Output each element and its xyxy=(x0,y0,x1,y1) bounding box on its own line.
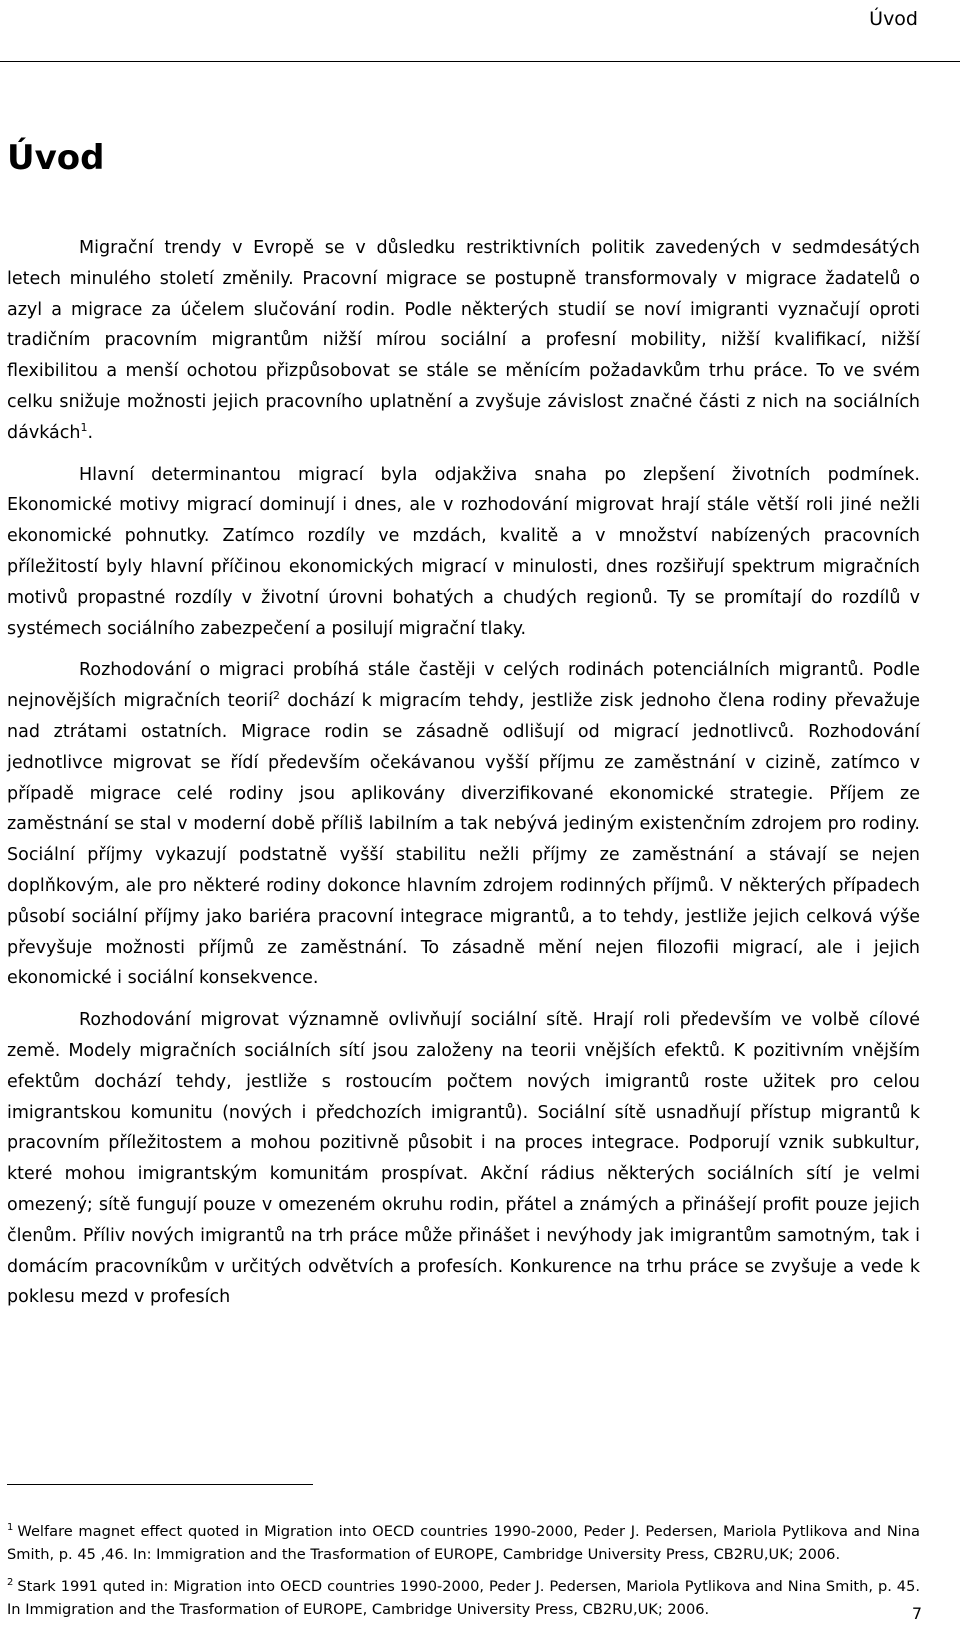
footnotes xyxy=(7,1520,920,1630)
paragraph-3-text: Rozhodování o migraci probíhá stále častěji v celých rodinách potenciálních migrantů. Podle nejnovějších migračních teorií xyxy=(7,660,920,712)
header-rule xyxy=(0,61,960,62)
footnote-ref-1[interactable]: 1 xyxy=(80,420,88,434)
paragraph-4-text: Rozhodování migrovat významně ovlivňují sociální sítě. Hrají roli především ve volbě cílové země. Modely migračních sociálních sítí jsou založeny na teorii vnějších efektů. K pozitivním vnějším efektům dochází tehdy, jestliže s rostoucím počtem nových imigrantů roste užitek pro celou imigrantskou komunitu (nových i předchozích imigrantů). Sociální sítě usnadňují přístup migrantů k pracovním příležitostem a mohou pozitivně působit i na proces integrace. Podporují vznik subkultur, které mohou imigrantským komunitám prospívat. Akční rádius některých sociálních sítí je velmi omezený; sítě fungují pouze v omezeném okruhu rodin, přátel a známých a přinášejí profit pouze jejich členům. Příliv nových imigrantů na trh práce může přinášet i nevýhody jak imigrantům samotným, tak i domácím pracovníkům v určitých odvětvích a profesích. Konkurence na trhu práce se zvyšuje a vede k poklesu mezd v profesích xyxy=(7,1010,920,1308)
paragraph-2 xyxy=(7,460,920,645)
footnote-2-number: 2 xyxy=(7,1577,14,1589)
footnote-2-text: Stark 1991 quted in: Migration into OECD countries 1990-2000, Peder J. Pedersen, Mariola Pytlikova and Nina Smith, p. 45. In Immigration and the Trasformation of EUROPE, Cambridge University Press, CB2RU,UK; 2006. xyxy=(7,1578,920,1618)
footnote-rule xyxy=(7,1484,313,1485)
running-header: Úvod xyxy=(869,8,918,30)
paragraph-3 xyxy=(7,655,920,994)
footnote-2 xyxy=(7,1575,920,1621)
footnote-1-text: Welfare magnet effect quoted in Migration into OECD countries 1990-2000, Peder J. Pedersen, Mariola Pytlikova and Nina Smith, p. 45 ,46. In: Immigration and the Trasformation of EUROPE, Cambridge University Press, CB2RU,UK; 2006. xyxy=(7,1523,920,1563)
paragraph-2-text: Hlavní determinantou migrací byla odjakživa snaha po zlepšení životních podmínek. Ekonomické motivy migrací dominují i dnes, ale v rozhodování migrovat hrají stále větší roli jiné nežli ekonomické pohnutky. Zatímco rozdíly ve mzdách, kvalitě a v množství nabízených pracovních příležitostí byly hlavní příčinou ekonomických migrací v minulosti, dnes rozšiřují spektrum migračních motivů propastné rozdíly v životní úrovni bohatých a chudých regionů. Ty se promítají do rozdílů v systémech sociálního zabezpečení a posilují migrační tlaky. xyxy=(7,464,920,639)
paragraph-3-text-end: dochází k migracím tehdy, jestliže zisk jednoho člena rodiny převažuje nad ztrátami ostatních. Migrace rodin se zásadně odlišují od migrací jednotlivců. Rozhodování jednotlivce migrovat se řídí především očekávanou vyšší příjmu ze zaměstnání v cizině, zatímco v případě migrace celé rodiny jsou aplikovány diverzifikované ekonomické strategie. Příjem ze zaměstnání se stal v moderní době příliš labilním a tak nebývá jediným existenčním zdrojem pro rodiny. Sociální příjmy vykazují podstatně vyšší stabilitu nežli příjmy ze zaměstnání a stávají se nejen doplňkovým, ale pro některé rodiny dokonce hlavním zdrojem rodinných příjmů. V některých případech působí sociální příjmy jako bariéra pracovní integrace migrantů, a to tehdy, jestliže jejich celková výše převyšuje možnosti příjmů ze zaměstnání. To zásadně mění nejen filozofii migrací, ale i jejich ekonomické i sociální konsekvence. xyxy=(7,691,920,989)
footnote-ref-2[interactable]: 2 xyxy=(273,689,281,703)
footnote-1 xyxy=(7,1520,920,1566)
page-title: Úvod xyxy=(7,138,105,178)
paragraph-4 xyxy=(7,1005,920,1313)
page-number: 7 xyxy=(911,1604,922,1623)
paragraph-1-text: Migrační trendy v Evropě se v důsledku restriktivních politik zavedených v sedmdesátých letech minulého století změnily. Pracovní migrace se postupně transformovaly v migrace žadatelů o azyl a migrace za účelem slučování rodin. Podle některých studií se noví imigranti vyznačují oproti tradičním pracovním migrantům nižší mírou sociální a profesní mobility, nižší kvalifikací, nižší flexibilitou a menší ochotou přizpůsobovat se stále se měnícím požadavkům trhu práce. To ve svém celku snižuje možnosti jejich pracovního uplatnění a zvyšuje závislost značné části z nich na sociálních dávkách xyxy=(7,238,920,443)
body-text xyxy=(7,233,920,1324)
footnote-1-number: 1 xyxy=(7,1522,14,1534)
paragraph-1-text-end: . xyxy=(87,422,94,443)
paragraph-1 xyxy=(7,233,920,449)
